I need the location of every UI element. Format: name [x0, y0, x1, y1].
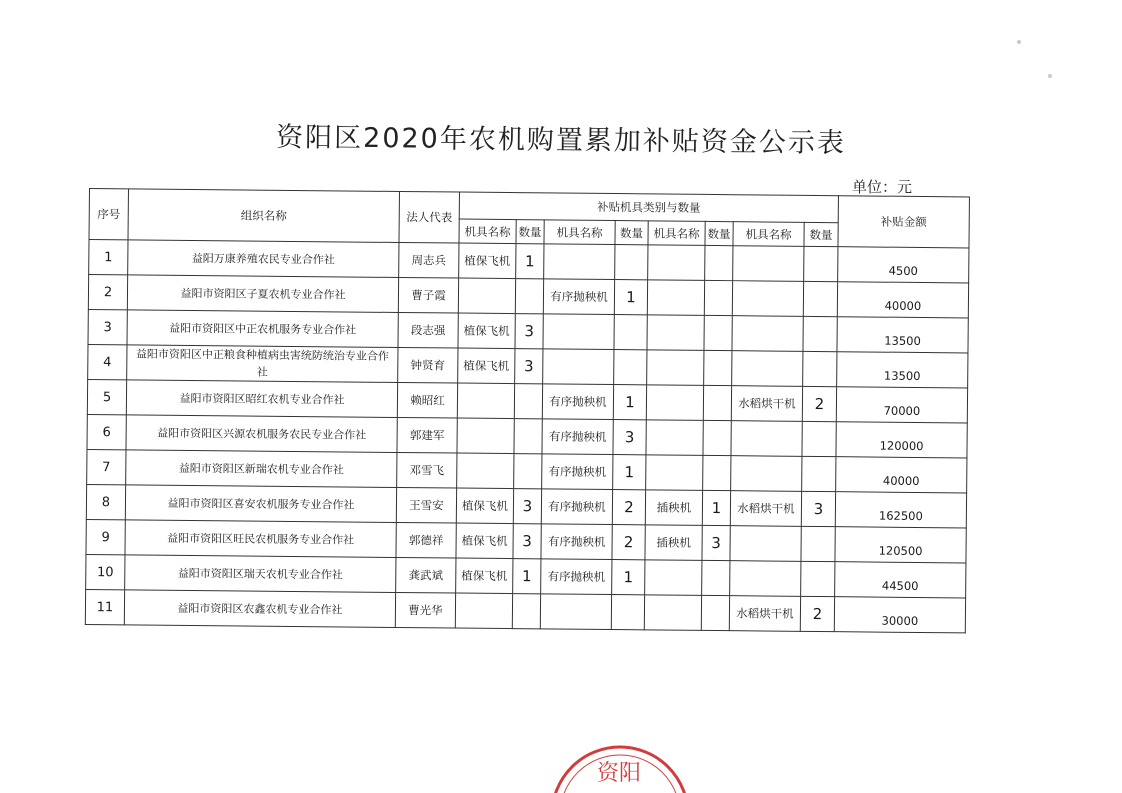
cell-org-name: 益阳市资阳区中正粮食种植病虫害统防统治专业合作社	[127, 345, 398, 383]
cell-legal-rep: 钟贤育	[398, 347, 458, 383]
header-machine-name-4: 机具名称	[733, 222, 804, 247]
cell-legal-rep: 龚武斌	[396, 557, 456, 593]
cell-amount: 120500	[835, 527, 966, 563]
punch-hole-mark	[1017, 40, 1021, 44]
cell-qty-3: 3	[702, 525, 730, 560]
cell-qty-4: 3	[801, 491, 835, 526]
cell-amount: 70000	[836, 387, 967, 423]
cell-qty-3	[701, 595, 729, 630]
cell-machine-1: 植保飞机	[458, 348, 515, 384]
cell-qty-2: 2	[612, 525, 645, 560]
cell-amount: 4500	[838, 247, 969, 283]
cell-org-name: 益阳市资阳区喜安农机服务专业合作社	[125, 485, 396, 523]
cell-qty-2: 2	[612, 490, 645, 525]
cell-qty-3	[704, 280, 732, 315]
cell-amount: 13500	[837, 352, 968, 388]
cell-org-name: 益阳市资阳区兴源农机服务农民专业合作社	[126, 415, 397, 453]
cell-machine-3	[647, 315, 704, 351]
page-title: 资阳区2020年农机购置累加补贴资金公示表	[275, 122, 846, 159]
header-qty-3: 数量	[705, 221, 733, 245]
cell-machine-2	[544, 244, 615, 280]
cell-qty-2	[614, 315, 647, 350]
cell-qty-4: 2	[802, 386, 836, 421]
cell-machine-4: 水稻烘干机	[730, 491, 801, 527]
cell-qty-2	[615, 245, 648, 280]
cell-machine-2: 有序抛秧机	[541, 489, 612, 525]
svg-text:资阳: 资阳	[597, 761, 642, 786]
cell-machine-1: 植保飞机	[456, 523, 513, 559]
cell-qty-1: 3	[515, 314, 543, 349]
cell-machine-1: 植保飞机	[458, 313, 515, 349]
header-seq: 序号	[89, 189, 128, 240]
cell-machine-3	[646, 420, 703, 456]
cell-machine-3: 插秧机	[645, 490, 702, 526]
cell-amount: 13500	[837, 317, 968, 353]
cell-qty-1: 1	[516, 244, 544, 279]
cell-org-name: 益阳市资阳区子夏农机专业合作社	[127, 275, 398, 313]
header-org: 组织名称	[128, 189, 399, 243]
cell-qty-1	[512, 594, 540, 629]
header-machine-name-3: 机具名称	[648, 221, 705, 246]
cell-qty-1	[515, 279, 543, 314]
cell-amount: 120000	[836, 422, 967, 458]
cell-machine-2	[540, 594, 611, 630]
cell-org-name: 益阳市资阳区中正农机服务专业合作社	[127, 310, 398, 348]
cell-machine-2	[543, 314, 614, 350]
cell-org-name: 益阳市资阳区旺民农机服务专业合作社	[125, 520, 396, 558]
cell-legal-rep: 邓雪飞	[397, 452, 457, 488]
cell-machine-1: 植保飞机	[459, 243, 516, 279]
cell-seq: 2	[88, 275, 127, 310]
cell-machine-2: 有序抛秧机	[542, 384, 613, 420]
cell-org-name: 益阳万康养殖农民专业合作社	[128, 240, 399, 278]
cell-machine-4	[730, 526, 801, 562]
official-seal-stamp	[545, 740, 695, 793]
cell-qty-4	[801, 526, 835, 561]
header-machine-group: 补贴机具类别与数量	[459, 192, 838, 223]
table-row	[85, 589, 965, 632]
cell-legal-rep: 郭德祥	[396, 522, 456, 558]
cell-amount: 30000	[834, 597, 965, 633]
cell-qty-1: 3	[513, 524, 541, 559]
cell-machine-2: 有序抛秧机	[542, 454, 613, 490]
header-rep: 法人代表	[399, 191, 459, 243]
cell-amount: 40000	[836, 457, 967, 493]
punch-hole-mark	[1048, 74, 1052, 78]
cell-amount: 44500	[835, 562, 966, 598]
cell-qty-1: 3	[513, 489, 541, 524]
cell-qty-3	[703, 455, 731, 490]
header-qty-1: 数量	[516, 220, 544, 244]
cell-qty-1	[514, 419, 542, 454]
cell-machine-1	[455, 593, 512, 629]
cell-machine-1	[457, 383, 514, 419]
table-body	[85, 240, 969, 633]
cell-machine-4	[730, 561, 801, 597]
subsidy-table	[85, 188, 970, 633]
cell-qty-2: 1	[613, 455, 646, 490]
cell-qty-2: 1	[613, 385, 646, 420]
cell-legal-rep: 赖昭红	[397, 382, 457, 418]
cell-qty-4	[803, 351, 837, 386]
cell-legal-rep: 段志强	[398, 312, 458, 348]
cell-qty-3	[703, 420, 731, 455]
cell-seq: 10	[86, 554, 125, 589]
cell-machine-4	[732, 316, 803, 352]
cell-qty-4	[802, 421, 836, 456]
cell-seq: 4	[88, 344, 127, 379]
cell-qty-1	[514, 384, 542, 419]
cell-qty-2: 3	[613, 420, 646, 455]
cell-legal-rep: 周志兵	[399, 242, 459, 278]
cell-qty-4: 2	[800, 596, 834, 631]
cell-machine-2: 有序抛秧机	[541, 524, 612, 560]
cell-org-name: 益阳市资阳区瑞天农机专业合作社	[125, 555, 396, 593]
unit-label: 单位：元	[852, 178, 913, 196]
cell-qty-4	[804, 246, 838, 281]
cell-qty-1: 3	[515, 349, 543, 384]
cell-machine-2	[543, 349, 614, 385]
cell-qty-3	[705, 245, 733, 280]
cell-machine-4: 水稻烘干机	[731, 386, 802, 422]
header-qty-2: 数量	[615, 221, 648, 245]
cell-machine-2: 有序抛秧机	[542, 419, 613, 455]
cell-machine-4	[732, 351, 803, 387]
subsidy-table-wrapper	[85, 188, 970, 633]
cell-qty-2: 1	[614, 280, 647, 315]
cell-machine-4	[731, 421, 802, 457]
cell-qty-3	[703, 385, 731, 420]
cell-machine-1	[457, 453, 514, 489]
cell-seq: 9	[86, 519, 125, 554]
cell-qty-2: 1	[612, 560, 645, 595]
cell-amount: 40000	[837, 282, 968, 318]
cell-machine-3: 插秧机	[645, 525, 702, 561]
header-machine-name-1: 机具名称	[459, 219, 516, 244]
cell-legal-rep: 王雪安	[396, 487, 456, 523]
cell-qty-4	[802, 456, 836, 491]
cell-qty-4	[803, 281, 837, 316]
cell-machine-3	[646, 385, 703, 421]
cell-machine-1	[457, 418, 514, 454]
cell-legal-rep: 郭建军	[397, 417, 457, 453]
cell-seq: 7	[87, 449, 126, 484]
cell-amount: 162500	[835, 492, 966, 528]
cell-machine-3	[648, 245, 705, 281]
cell-machine-3	[647, 350, 704, 386]
header-machine-name-2: 机具名称	[544, 220, 615, 245]
cell-legal-rep: 曹子霞	[398, 277, 458, 313]
cell-machine-1: 植保飞机	[456, 558, 513, 594]
cell-machine-4	[731, 456, 802, 492]
cell-legal-rep: 曹光华	[395, 592, 455, 628]
cell-qty-1	[514, 454, 542, 489]
cell-machine-3	[646, 455, 703, 491]
cell-qty-4	[803, 316, 837, 351]
cell-qty-4	[801, 561, 835, 596]
cell-machine-1: 植保飞机	[456, 488, 513, 524]
cell-org-name: 益阳市资阳区新瑞农机专业合作社	[126, 450, 397, 488]
cell-machine-4	[732, 281, 803, 317]
header-qty-4: 数量	[804, 222, 838, 246]
cell-machine-2: 有序抛秧机	[541, 559, 612, 595]
cell-seq: 11	[85, 589, 124, 624]
cell-machine-2: 有序抛秧机	[543, 279, 614, 315]
cell-qty-3: 1	[702, 490, 730, 525]
cell-qty-2	[614, 350, 647, 385]
cell-org-name: 益阳市资阳区农鑫农机专业合作社	[124, 590, 395, 628]
cell-machine-1	[458, 278, 515, 314]
cell-qty-3	[704, 315, 732, 350]
cell-seq: 5	[87, 379, 126, 414]
cell-machine-3	[645, 560, 702, 596]
cell-org-name: 益阳市资阳区昭红农机专业合作社	[126, 380, 397, 418]
cell-machine-4: 水稻烘干机	[729, 596, 800, 632]
cell-seq: 6	[87, 414, 126, 449]
cell-machine-3	[647, 280, 704, 316]
cell-qty-3	[702, 560, 730, 595]
cell-seq: 1	[89, 240, 128, 275]
cell-machine-4	[733, 246, 804, 282]
cell-seq: 3	[88, 309, 127, 344]
header-amount: 补贴金额	[838, 196, 969, 248]
cell-machine-3	[644, 595, 701, 631]
cell-qty-3	[704, 350, 732, 385]
cell-seq: 8	[86, 484, 125, 519]
cell-qty-1: 1	[513, 559, 541, 594]
cell-qty-2	[611, 595, 644, 630]
